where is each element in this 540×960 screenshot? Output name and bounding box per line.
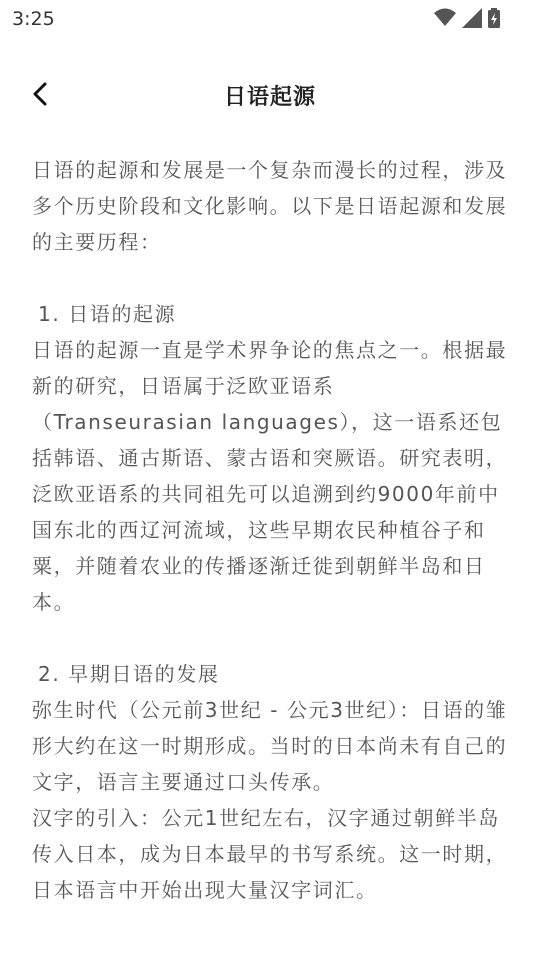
spacer	[32, 260, 510, 296]
page-title: 日语起源	[223, 85, 316, 110]
wifi-icon	[434, 8, 456, 32]
section-2-paragraph-1: 弥生时代（公元前3世纪 - 公元3世纪）：日语的雏形大约在这一时期形成。当时的日本尚未有自己的文字，语言主要通过口头传承。	[32, 698, 508, 794]
section-1-body: 日语的起源一直是学术界争论的焦点之一。根据最新的研究，日语属于泛欧亚语系（Transeurasian languages），这一语系还包括韩语、通古斯语、蒙古语和突厥语。研究表明，泛欧亚语系的共同祖先可以追溯到约9000年前中国东北的西辽河流域，这些早期农民种植谷子和粟，并随着农业的传播逐渐迁徙到朝鲜半岛和日本。	[32, 338, 508, 614]
intro-paragraph: 日语的起源和发展是一个复杂而漫长的过程，涉及多个历史阶段和文化影响。以下是日语起源和发展的主要历程：	[32, 158, 508, 254]
status-bar	[0, 0, 540, 38]
section-2-title: 2. 早期日语的发展	[38, 662, 220, 686]
section-1-title: 1. 日语的起源	[38, 302, 177, 326]
app-header	[0, 64, 540, 128]
article-content	[32, 152, 510, 908]
section-2-paragraph-2: 汉字的引入：公元1世纪左右，汉字通过朝鲜半岛传入日本，成为日本最早的书写系统。这一时期，日本语言中开始出现大量汉字词汇。	[32, 806, 508, 902]
status-time: 3:25	[12, 8, 55, 30]
spacer	[32, 620, 510, 656]
status-icons	[434, 8, 500, 32]
battery-icon	[488, 8, 500, 32]
cellular-signal-icon	[462, 8, 482, 32]
